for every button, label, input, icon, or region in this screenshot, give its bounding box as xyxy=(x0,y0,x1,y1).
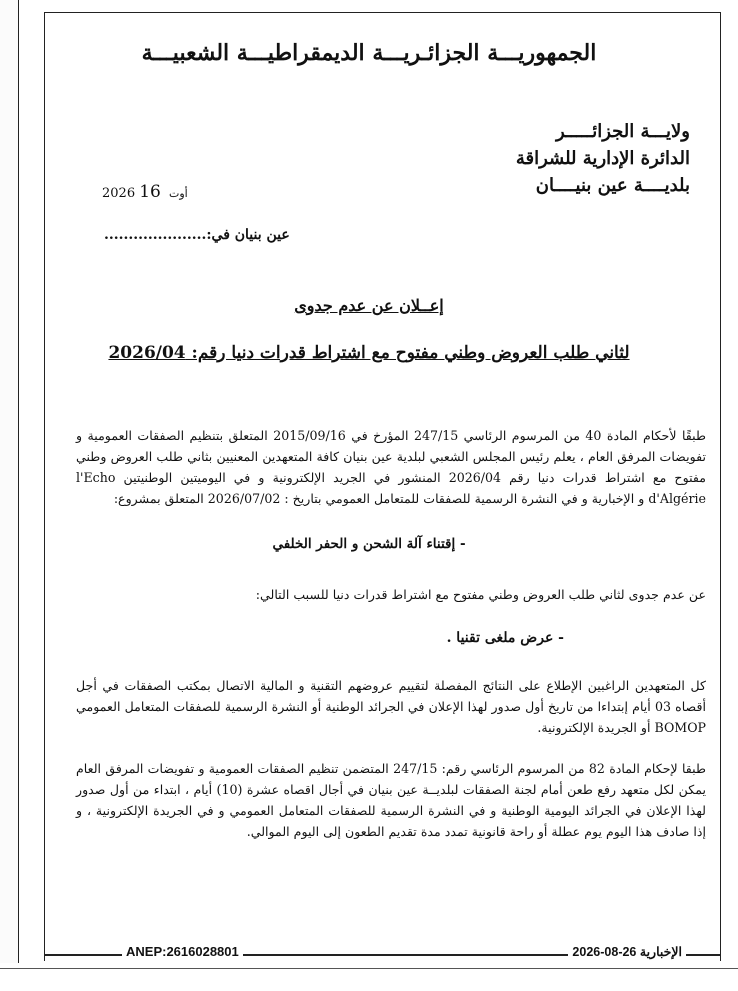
commune-line: بلديــــة عين بنيــــان xyxy=(535,175,690,196)
publication-date: الإخبارية 26-08-2026 xyxy=(568,944,686,959)
republic-heading: الجمهوريـــة الجزائـريـــة الديمقراطيـــة الشعبيـــة xyxy=(141,40,597,66)
place-line: عين بنيان في:..................... xyxy=(104,227,290,243)
date-month: أوت xyxy=(169,187,188,200)
tender-title: لثاني طلب العروض وطني مفتوح مع اشتراط قدرات دنيا رقم: 2026/04 xyxy=(108,343,630,363)
paragraph-legal-basis: طبقًا لأحكام المادة 40 من المرسوم الرئاسي 247/15 المؤرخ في 2015/09/16 المتعلق بتنظيم الصفقات العمومية و تفويضات المرفق العام ، يعلم رئيس المجلس الشعبي لبلدية عين بنيان كافة المتعهدين المعنيين بثاني طلب العروض وطني مفتوح مع اشتراط قدرات دنيا رقم 2026/04 المنشور في الجريد الإلكترونية و في اليوميتين الوطنيتين l'Echo d'Algérie و الإخبارية و في النشرة الرسمية للصفقات للمتعامل العمومي بتاريخ : 2026/07/02 المتعلق بمشروع: xyxy=(76,428,706,506)
date-stamp xyxy=(102,182,194,202)
wilaya-line: ولايـــة الجزائـــــر xyxy=(555,121,690,142)
project-object: - إقتناء آلة الشحن و الحفر الخلفي xyxy=(272,536,466,552)
anep-reference: ANEP:2616028801 xyxy=(122,944,243,959)
date-year: 2026 xyxy=(102,186,136,201)
paragraph-results: كل المتعهدين الراغبين الإطلاع على النتائج المفصلة لتقييم عروضهم التقنية و المالية الاتصال بمكتب الصفقات في أجل أقصاه 03 أيام إبتداءا من تاريخ أول صدور لهذا الإعلان في الجرائد الوطنية أو النشرة الرسمية للصفقات المتعامل العمومي BOMOP أو الجريدة الإلكترونية. xyxy=(76,678,706,735)
footer xyxy=(44,944,720,966)
reason-line: - عرض ملغى تقنيا . xyxy=(446,630,564,646)
notice-title: إعــلان عن عدم جدوى xyxy=(294,296,444,315)
paragraph-declaration: عن عدم جدوى لثاني طلب العروض وطني مفتوح مع اشتراط قدرات دنيا للسبب التالي: xyxy=(255,587,706,602)
issuing-authority xyxy=(470,118,690,199)
date-day: 16 xyxy=(139,182,161,202)
daira-line: الدائرة الإدارية للشراقة xyxy=(515,148,690,169)
paragraph-appeal: طبقا لإحكام المادة 82 من المرسوم الرئاسي رقم: 247/15 المتضمن تنظيم الصفقات العمومية و تفويضات المرفق العام يمكن لكل متعهد رفع طعن أمام لجنة الصفقات لبلديــة عين بنيان في أجال اقصاه عشرة (10) أيام ، ابتداء من أول صدور لهذا الإعلان في الجرائد اليومية الوطنية و في النشرة الرسمية للصفقات المتعامل العمومي و في الجريدة الإلكترونية ، و إذا صادف هذا اليوم يوم عطلة أو راحة قانونية تمدد مدة تقديم الطعون إلى اليوم الموالي. xyxy=(76,761,706,839)
page-divider xyxy=(0,968,738,969)
adjacent-page-edge xyxy=(0,0,19,963)
